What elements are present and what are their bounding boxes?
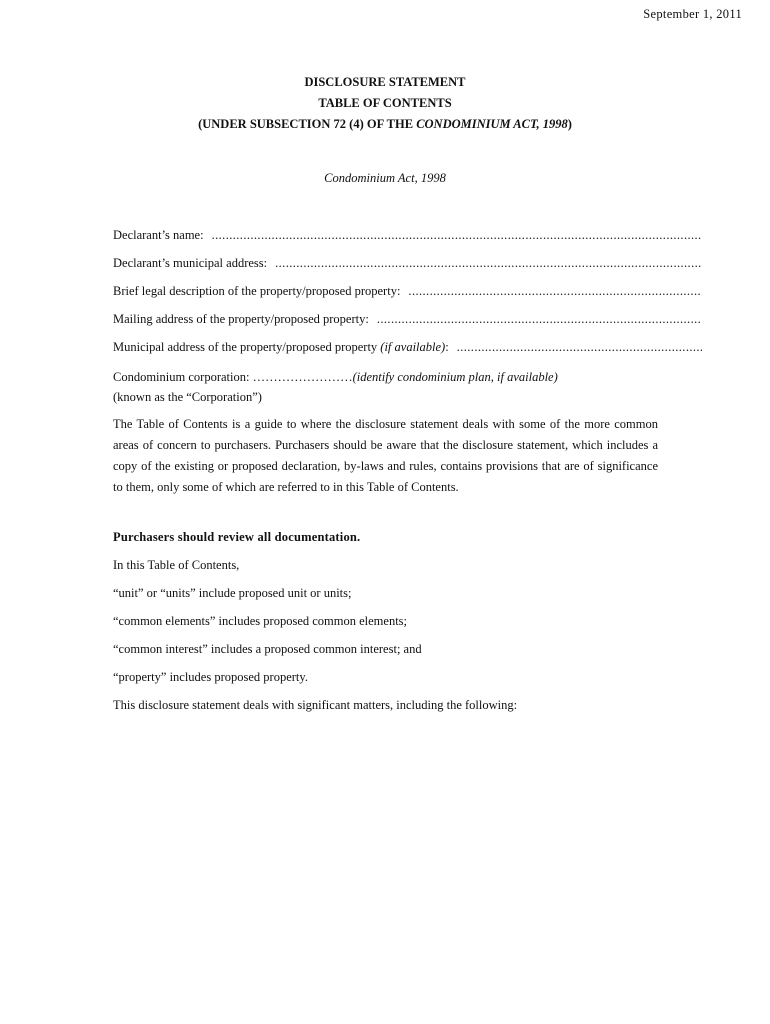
municipal-address-field[interactable] [113, 340, 702, 355]
title-line-subsection-suffix: ) [567, 117, 572, 131]
deals-with-line: This disclosure statement deals with significant matters, including the following: [113, 698, 518, 712]
condominium-corporation-label: Condominium corporation: …………………… [113, 370, 353, 384]
condominium-corporation-line [113, 367, 558, 387]
mailing-address-field[interactable] [113, 312, 702, 327]
intro-paragraph: The Table of Contents is a guide to where the disclosure statement deals with some of the more common areas of concern to purchasers. Purchasers should be aware that the disclosure statement, which includes a copy of the existing or proposed declaration, by-laws and rules, contains provisions that are of significance to them, only some of which are referred to in this Table of Contents. [113, 417, 658, 494]
declarant-name-label: Declarant’s name: [113, 228, 204, 242]
declarant-name-field[interactable] [113, 228, 702, 243]
document-title [0, 72, 770, 135]
in-this-toc-line: In this Table of Contents, [113, 558, 240, 572]
municipal-address-blank[interactable] [457, 340, 702, 355]
municipal-address-label [113, 340, 449, 355]
declarant-address-label: Declarant’s municipal address: [113, 256, 268, 270]
legal-description-field[interactable] [113, 284, 702, 299]
declarant-address-blank[interactable] [275, 256, 702, 271]
declarant-address-field[interactable] [113, 256, 702, 271]
municipal-address-label-prefix: Municipal address of the property/proposed property [113, 340, 381, 354]
definition-property: “property” includes proposed property. [113, 670, 308, 684]
title-line-subsection-prefix: (UNDER SUBSECTION 72 (4) OF THE [198, 117, 417, 131]
title-line-disclosure-statement: DISCLOSURE STATEMENT [304, 75, 466, 89]
mailing-address-blank[interactable] [377, 312, 702, 327]
legal-description-blank[interactable] [408, 284, 702, 299]
corporation-known-as: (known as the “Corporation”) [113, 390, 262, 404]
mailing-address-label: Mailing address of the property/proposed property: [113, 312, 369, 326]
municipal-address-if-available: (if available) [380, 340, 446, 354]
title-line-table-of-contents: TABLE OF CONTENTS [318, 96, 452, 110]
condominium-corporation-field[interactable] [113, 367, 558, 407]
definition-common-interest: “common interest” includes a proposed common interest; and [113, 642, 422, 656]
review-notice: Purchasers should review all documentation. [113, 530, 361, 544]
act-subtitle: Condominium Act, 1998 [324, 171, 446, 185]
definition-unit: “unit” or “units” include proposed unit or units; [113, 586, 352, 600]
title-line-act-name: CONDOMINIUM ACT, 1998 [416, 117, 568, 131]
declarant-name-blank[interactable] [212, 228, 702, 243]
condominium-corporation-hint: (identify condominium plan, if available) [352, 370, 558, 384]
legal-description-label: Brief legal description of the property/proposed property: [113, 284, 401, 298]
document-date: September 1, 2011 [643, 7, 742, 21]
definition-common-elements: “common elements” includes proposed common elements; [113, 614, 408, 628]
municipal-address-label-suffix: : [445, 340, 449, 354]
title-line-subsection [0, 114, 770, 135]
